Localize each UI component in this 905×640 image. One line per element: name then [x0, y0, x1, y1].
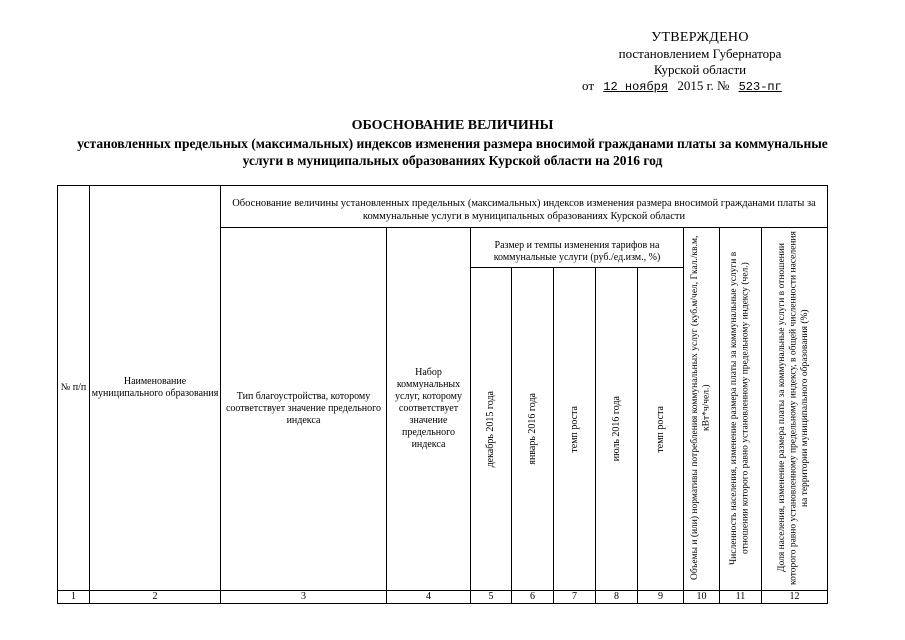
column-number: 3: [221, 591, 387, 604]
column-number: 9: [638, 591, 684, 604]
column-number: 8: [596, 591, 638, 604]
header-tariff-group: Размер и темпы изменения тарифов на коммунальные услуги (руб./ед.изм., %): [471, 228, 684, 268]
header-growth-rate-2: темп роста: [638, 268, 684, 591]
approval-title: УТВЕРЖДЕНО: [651, 30, 749, 45]
header-justification-group: Обоснование величины установленных предельных (максимальных) индексов изменения размера вносимой гражданами платы за коммунальные услуги в муниципальных образованиях Курской области: [221, 186, 828, 228]
document-title: ОБОСНОВАНИЕ ВЕЛИЧИНЫ: [351, 118, 554, 133]
date-year: 2015 г. №: [677, 78, 730, 93]
approval-stamp: [560, 30, 840, 95]
column-number: 6: [512, 591, 554, 604]
header-jan-2016: январь 2016 года: [512, 268, 554, 591]
column-number: 4: [387, 591, 471, 604]
column-number: 11: [720, 591, 762, 604]
header-jul-2016: июль 2016 года: [596, 268, 638, 591]
approval-line-1: постановлением Губернатора: [618, 46, 782, 61]
header-service-set: Набор коммунальных услуг, которому соответствует значение предельного индекса: [387, 228, 471, 591]
column-number: 5: [471, 591, 512, 604]
approval-line-2: Курской области: [653, 62, 747, 77]
header-population-share: Доля населения, изменение размера платы за коммунальные услуги в отношении которого равно установленному предельному индексу, в общей численности населения на территории муниципального образования (%): [762, 228, 828, 591]
document-subtitle: установленных предельных (максимальных) индексов изменения размера вносимой гражданами платы за коммунальные услуги в муниципальных образованиях Курской области на 2016 год: [77, 136, 828, 168]
header-volumes: Объемы и (или) нормативы потребления коммунальных услуг (куб.м/чел, Гкал./кв.м, кВт*ч/чел.): [684, 228, 720, 591]
column-number: 10: [684, 591, 720, 604]
header-population: Численность населения, изменение размера платы за коммунальные услуги в отношении которого равно установленному предельному индексу (чел.): [720, 228, 762, 591]
column-number: 12: [762, 591, 828, 604]
header-improvement-type: Тип благоустройства, которому соответствует значение предельного индекса: [221, 228, 387, 591]
date-prefix: от: [582, 78, 595, 93]
header-no: № п/п: [58, 186, 90, 591]
column-number: 1: [58, 591, 90, 604]
column-numbers-row: [58, 591, 828, 604]
header-dec-2015: декабрь 2015 года: [471, 268, 512, 591]
decree-number: 523-пг: [738, 80, 782, 94]
approval-date-line: [560, 78, 840, 95]
column-number: 2: [90, 591, 221, 604]
header-municipality-name: Наименование муниципального образования: [90, 186, 221, 591]
column-number: 7: [554, 591, 596, 604]
justification-table: [57, 185, 828, 604]
header-growth-rate-1: темп роста: [554, 268, 596, 591]
date-day-month: 12 ноября: [603, 80, 669, 94]
